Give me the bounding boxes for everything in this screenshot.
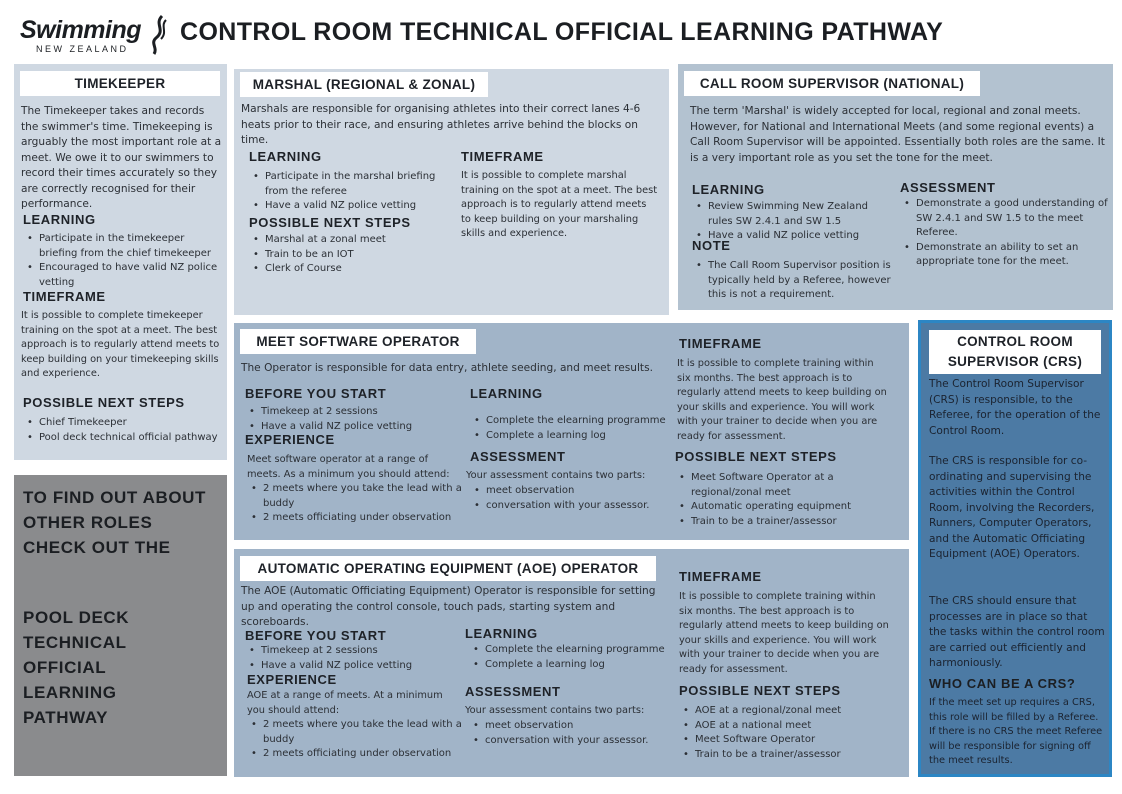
marshal-learning-heading: LEARNING — [249, 149, 322, 164]
crs-who-text: If the meet set up requires a CRS, this role will be filled by a Referee. If there is no CRS the meet Referee will be responsible for signing off the meet results. — [929, 697, 1103, 766]
list-item: • 2 meets officiating under observation — [247, 511, 462, 526]
meet-software-experience-heading: EXPERIENCE — [245, 432, 335, 447]
meet-software-learning-list — [470, 414, 670, 443]
list-item: • AOE at a regional/zonal meet — [679, 704, 889, 719]
list-item: • 2 meets where you take the lead with a buddy — [247, 482, 462, 511]
meet-software-assessment-list — [470, 484, 670, 513]
crs-title-line-2: SUPERVISOR (CRS) — [947, 354, 1083, 369]
aoe-experience-list — [247, 718, 462, 762]
meet-software-assessment-heading: ASSESSMENT — [470, 449, 566, 464]
list-item: • Automatic operating equipment — [675, 500, 875, 515]
call-room-note-list — [692, 259, 892, 303]
list-item: • Timekeep at 2 sessions — [245, 644, 460, 659]
list-item: • Chief Timekeeper — [23, 416, 223, 431]
aoe-learning-heading: LEARNING — [465, 626, 538, 641]
call-room-panel — [678, 64, 1113, 310]
aoe-title: AUTOMATIC OPERATING EQUIPMENT (AOE) OPERATOR — [240, 556, 656, 581]
list-item: • Demonstrate an ability to set an appropriate tone for the meet. — [900, 241, 1108, 270]
meet-software-timeframe-heading: TIMEFRAME — [679, 336, 762, 351]
call-room-learning-list — [692, 200, 892, 244]
marshal-next-heading: POSSIBLE NEXT STEPS — [249, 215, 411, 230]
logo-wordmark: Swimming — [20, 16, 142, 44]
list-item: • Complete the elearning programme — [469, 643, 674, 658]
marshal-learning-list — [249, 170, 454, 214]
call-room-assessment-heading: ASSESSMENT — [900, 180, 996, 195]
timekeeper-next-list — [23, 416, 223, 445]
list-item: • Have a valid NZ police vetting — [245, 420, 460, 435]
list-item: • Have a valid NZ police vetting — [692, 229, 892, 244]
list-item: • The Call Room Supervisor position is typically held by a Referee, however this is not a requirement. — [692, 259, 892, 303]
list-item: • Train to be a trainer/assessor — [679, 748, 889, 763]
aoe-assessment-heading: ASSESSMENT — [465, 684, 561, 699]
aoe-next-heading: POSSIBLE NEXT STEPS — [679, 683, 841, 698]
crs-title-line-1: CONTROL ROOM — [957, 334, 1073, 349]
find-out-text: TO FIND OUT ABOUT OTHER ROLES CHECK OUT THE — [23, 488, 207, 557]
crs-para-2: The CRS is responsible for co-ordinating and supervising the activities within the Control Room, involving the Recorders, Runners, Computer Operators, and the Automatic Officiating Equipment (AOE) Operators. — [929, 455, 1095, 560]
timekeeper-learning-heading: LEARNING — [23, 212, 96, 227]
aoe-intro: The AOE (Automatic Officiating Equipment) Operator is responsible for setting up and operating the control console, touch pads, starting system and scoreboards. — [241, 585, 656, 628]
meet-software-next-heading: POSSIBLE NEXT STEPS — [675, 449, 837, 464]
list-item: • meet observation — [469, 719, 674, 734]
list-item: • Review Swimming New Zealand rules SW 2.4.1 and SW 1.5 — [692, 200, 892, 229]
timekeeper-next-heading: POSSIBLE NEXT STEPS — [23, 395, 185, 410]
timekeeper-timeframe-text: It is possible to complete timekeeper training on the spot at a meet. The best approach is to regularly attend meets to keep building on your timekeeping skills and experience. — [21, 310, 220, 379]
aoe-next-list — [679, 704, 889, 762]
meet-software-learning-heading: LEARNING — [470, 386, 543, 401]
list-item: • 2 meets officiating under observation — [247, 747, 462, 762]
timekeeper-intro: The Timekeeper takes and records the swimmer's time. Timekeeping is arguably the most important role at a meet. We owe it to our swimmers to record their times accurately so they are correctly recognised for their performance. — [21, 105, 222, 210]
list-item: • meet observation — [470, 484, 670, 499]
meet-software-experience-text: Meet software operator at a range of meets. As a minimum you should attend: — [247, 454, 450, 480]
swimmer-logo-icon — [148, 14, 170, 56]
aoe-timeframe-heading: TIMEFRAME — [679, 569, 762, 584]
list-item: • 2 meets where you take the lead with a buddy — [247, 718, 462, 747]
meet-software-assessment-text: Your assessment contains two parts: — [466, 470, 646, 481]
timekeeper-panel — [14, 64, 227, 460]
call-room-title: CALL ROOM SUPERVISOR (NATIONAL) — [684, 71, 980, 96]
aoe-timeframe-text: It is possible to complete training within six months. The best approach is to regularly attend meets to keep building on your skills and experience. You will work with your trainer to decide when you are ready for assessment. — [679, 591, 889, 675]
page-title: CONTROL ROOM TECHNICAL OFFICIAL LEARNING PATHWAY — [180, 18, 944, 46]
call-room-learning-heading: LEARNING — [692, 182, 765, 197]
list-item: • Have a valid NZ police vetting — [249, 199, 454, 214]
marshal-next-list — [249, 233, 454, 277]
list-item: • Meet Software Operator — [679, 733, 889, 748]
aoe-learning-list — [469, 643, 674, 672]
timekeeper-learning-list — [23, 232, 223, 290]
timekeeper-title: TIMEKEEPER — [20, 71, 220, 96]
meet-software-title: MEET SOFTWARE OPERATOR — [240, 329, 476, 354]
list-item: • Participate in the marshal briefing from the referee — [249, 170, 454, 199]
marshal-timeframe-text: It is possible to complete marshal training on the spot at a meet. The best approach is to regularly attend meets to keep building on your marshaling skills and experience. — [461, 170, 658, 239]
call-room-assessment-list — [900, 197, 1108, 270]
crs-who-heading: WHO CAN BE A CRS? — [929, 676, 1076, 691]
list-item: • AOE at a national meet — [679, 719, 889, 734]
list-item: • Complete a learning log — [470, 429, 670, 444]
meet-software-intro: The Operator is responsible for data entry, athlete seeding, and meet results. — [241, 362, 653, 374]
list-item: • Train to be a trainer/assessor — [675, 515, 875, 530]
call-room-note-heading: NOTE — [692, 238, 731, 253]
find-out-panel — [14, 475, 227, 776]
marshal-intro: Marshals are responsible for organising athletes into their correct lanes 4-6 heats prior to their race, and ensuring athletes arrive behind the blocks on time. — [241, 103, 641, 146]
timekeeper-timeframe-heading: TIMEFRAME — [23, 289, 106, 304]
list-item: • conversation with your assessor. — [470, 499, 670, 514]
list-item: • Complete the elearning programme — [470, 414, 670, 429]
aoe-assessment-list — [469, 719, 674, 748]
list-item: • Marshal at a zonal meet — [249, 233, 454, 248]
meet-software-before-heading: BEFORE YOU START — [245, 386, 387, 401]
crs-panel — [918, 320, 1112, 777]
aoe-experience-heading: EXPERIENCE — [247, 672, 337, 687]
aoe-before-list — [245, 644, 460, 673]
list-item: • Encouraged to have valid NZ police vetting — [23, 261, 223, 290]
marshal-timeframe-heading: TIMEFRAME — [461, 149, 544, 164]
aoe-before-heading: BEFORE YOU START — [245, 628, 387, 643]
crs-para-1: The Control Room Supervisor (CRS) is responsible, to the Referee, for the operation of the Control Room. — [929, 378, 1101, 437]
list-item: • Have a valid NZ police vetting — [245, 659, 460, 674]
pool-deck-pathway-link[interactable]: POOL DECK TECHNICAL OFFICIAL LEARNING PATHWAY — [23, 608, 130, 727]
list-item: • Participate in the timekeeper briefing from the chief timekeeper — [23, 232, 223, 261]
list-item: • Train to be an IOT — [249, 248, 454, 263]
meet-software-before-list — [245, 405, 460, 434]
list-item: • Meet Software Operator at a regional/zonal meet — [675, 471, 875, 500]
swimming-nz-logo — [20, 14, 170, 56]
crs-title — [929, 330, 1101, 374]
list-item: • conversation with your assessor. — [469, 734, 674, 749]
aoe-assessment-text: Your assessment contains two parts: — [465, 705, 645, 716]
meet-software-timeframe-text: It is possible to complete training within six months. The best approach is to regularly attend meets to keep building on your skills and experience. You will work with your trainer to decide when you are ready for assessment. — [677, 358, 887, 442]
meet-software-next-list — [675, 471, 875, 529]
list-item: • Clerk of Course — [249, 262, 454, 277]
aoe-panel — [234, 549, 909, 777]
list-item: • Demonstrate a good understanding of SW 2.4.1 and SW 1.5 to the meet Referee. — [900, 197, 1108, 241]
marshal-panel — [234, 69, 669, 315]
crs-para-3: The CRS should ensure that processes are in place so that the tasks within the control room are carried out efficiently and harmoniously. — [929, 595, 1105, 669]
logo-subtitle: NEW ZEALAND — [36, 44, 129, 54]
marshal-title: MARSHAL (REGIONAL & ZONAL) — [240, 72, 488, 97]
call-room-intro: The term 'Marshal' is widely accepted for local, regional and zonal meets. However, for National and International Meets (and some regional events) a Call Room Supervisor will be appointed. Essentially both roles are the same. It is a very important role as you set the tone for the meet. — [690, 105, 1105, 164]
meet-software-experience-list — [247, 482, 462, 526]
list-item: • Pool deck technical official pathway — [23, 431, 223, 446]
list-item: • Complete a learning log — [469, 658, 674, 673]
meet-software-panel — [234, 323, 909, 540]
aoe-experience-text: AOE at a range of meets. At a minimum you should attend: — [247, 690, 443, 716]
list-item: • Timekeep at 2 sessions — [245, 405, 460, 420]
